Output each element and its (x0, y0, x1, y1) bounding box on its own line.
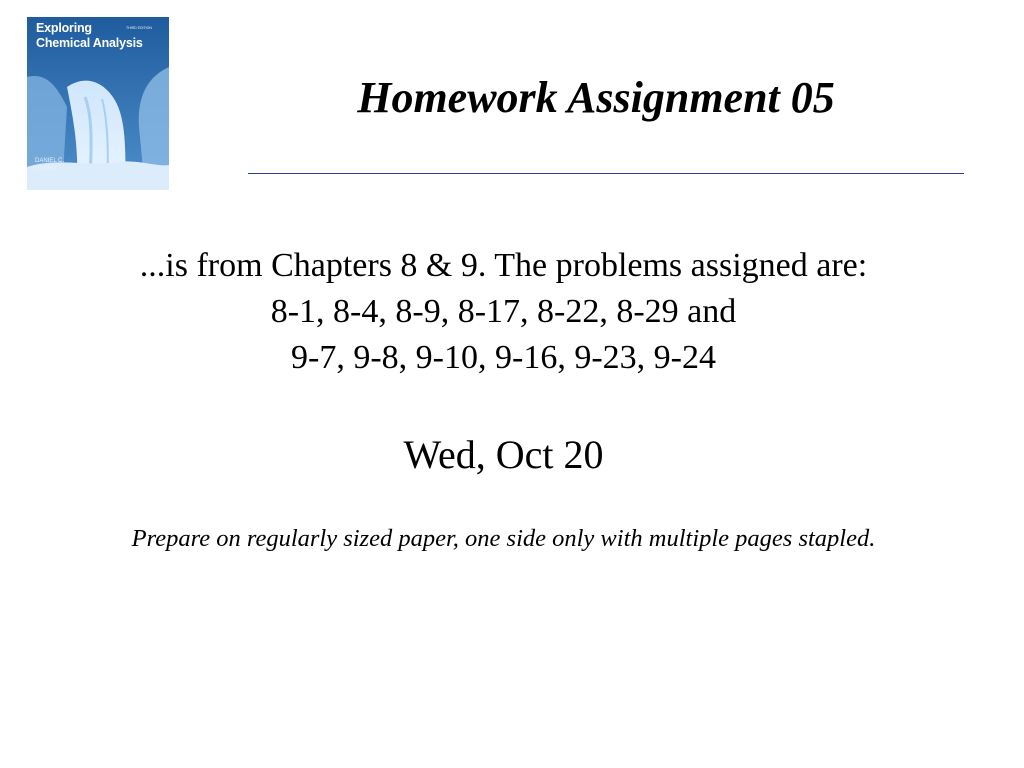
due-date: Wed, Oct 20 (403, 432, 604, 477)
book-cover-image (27, 17, 169, 190)
cover-author-line1: DANIEL C. (35, 158, 65, 164)
cover-edition: THIRD EDITION (126, 26, 152, 30)
chapter-9-problems: 9-7, 9-8, 9-10, 9-16, 9-23, 9-24 (291, 339, 716, 376)
intro-line: ...is from Chapters 8 & 9. The problems assigned are: (139, 247, 868, 284)
slide-title: Homework Assignment 05 (357, 73, 835, 122)
submission-note: Prepare on regularly sized paper, one side only with multiple pages stapled. (131, 525, 876, 552)
chapter-8-problems: 8-1, 8-4, 8-9, 8-17, 8-22, 8-29 and (270, 293, 737, 330)
assignment-description (0, 243, 1007, 381)
cover-title-line1: Exploring (36, 21, 92, 35)
title-underline (248, 173, 964, 174)
cover-title-line2: Chemical Analysis (36, 36, 143, 50)
cover-author-line2: HARRIS (35, 166, 58, 172)
cover-author (35, 157, 64, 173)
